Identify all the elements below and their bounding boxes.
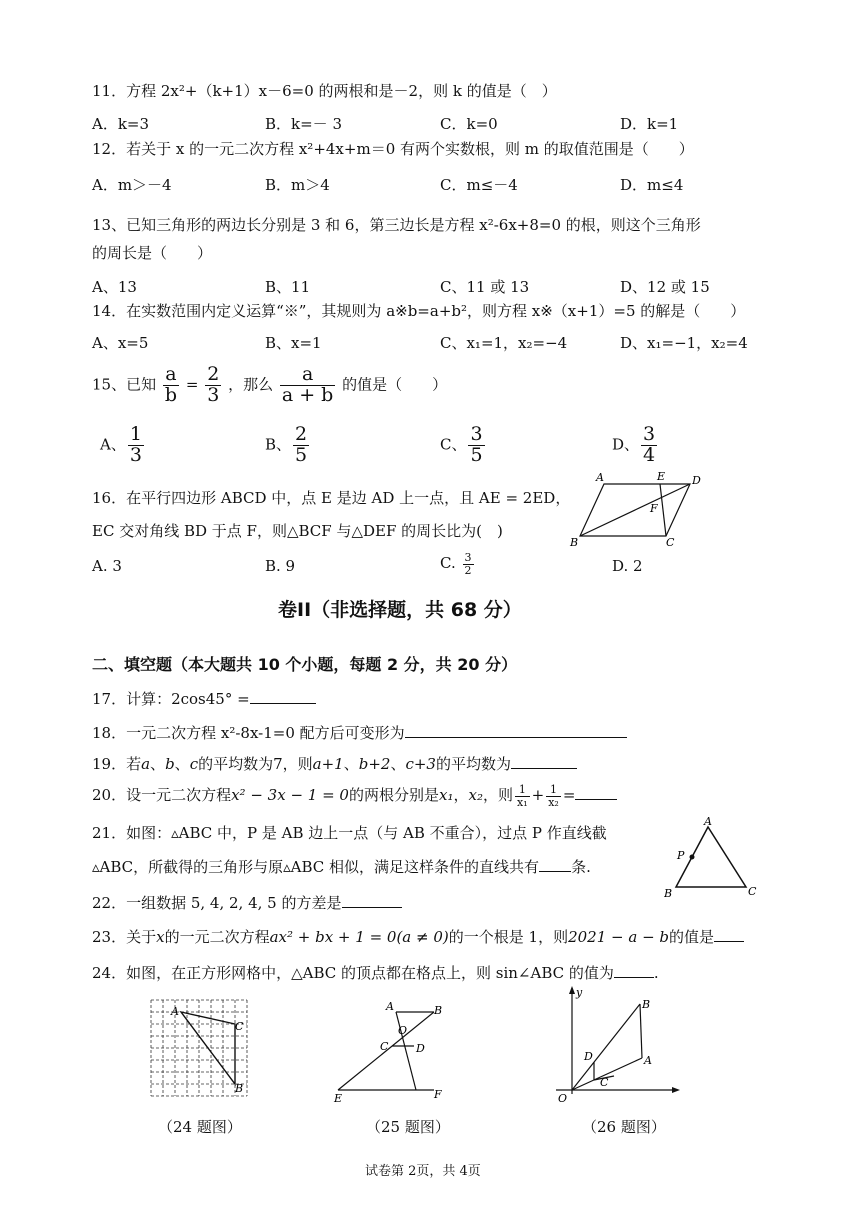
q16-label-f: F [650, 502, 658, 515]
q22-answer-blank[interactable] [342, 893, 402, 908]
q15-fraction-a-over-b [163, 365, 179, 406]
q15-frac3-num: a [280, 365, 336, 386]
q19-sep1: 、 [150, 755, 166, 773]
fig26-label-y: y [576, 986, 583, 999]
q16-stem-line1: 16．在平行四边形 ABCD 中，点 E 是边 AD 上一点，且 AE = 2ED， [92, 489, 571, 507]
q24 [92, 962, 659, 983]
q20-mid: 的两根分别是 [348, 786, 439, 805]
q22 [92, 892, 402, 913]
fig26-caption: （26 题图） [582, 1118, 666, 1136]
q15-frac1-num: a [163, 365, 179, 386]
q21-line2-text: ▵ABC，所截得的三角形与原▵ABC 相似，满足这样条件的直线共有 [92, 858, 540, 876]
q21-line2 [92, 856, 591, 877]
q15-frac2-num: 2 [207, 363, 220, 385]
q16-label-c: C [666, 536, 675, 549]
q16-label-b: B [570, 536, 579, 549]
q13-option-b: B、11 [265, 278, 311, 296]
q19-var-b: b [165, 755, 175, 773]
q21-triangle-figure [664, 815, 764, 899]
q15-option-c [440, 425, 487, 466]
q15-frac2-den: 3 [207, 383, 220, 406]
q18 [92, 722, 627, 743]
q16-label-d: D [692, 474, 701, 487]
q15-b-label: B、 [265, 435, 292, 454]
q21-label-p: P [677, 849, 685, 862]
q16-stem-line2: EC 交对角线 BD 于点 F，则△BCF 与△DEF 的周长比为( ) [92, 522, 503, 540]
q15-c-label: C、 [440, 435, 467, 454]
q18-answer-blank[interactable] [405, 723, 627, 738]
q16-option-d: D. 2 [612, 557, 643, 575]
q19-sep3: 、 [343, 755, 359, 773]
q12-option-b: B．m＞4 [265, 176, 330, 194]
q24-text: 24．如图，在正方形网格中，△ABC 的顶点都在格点上，则 sin∠ABC 的值为 [92, 964, 614, 982]
q24-answer-blank[interactable] [614, 963, 654, 978]
q15-option-b [265, 425, 311, 466]
q15-b-fraction [293, 425, 309, 466]
fig25-label-f: F [434, 1088, 442, 1101]
q14-option-b: B、x=1 [265, 334, 322, 352]
fig24-caption: （24 题图） [158, 1118, 242, 1136]
q19-sep2: 、 [174, 755, 190, 773]
q15-option-a [100, 425, 146, 466]
q19 [92, 753, 577, 774]
fig26-label-c: C [600, 1076, 609, 1089]
q16-option-b: B. 9 [265, 557, 296, 575]
q20-frac2-den: x₂ [548, 795, 559, 809]
q15-d-label: D、 [612, 435, 640, 454]
fig26-label-o: O [558, 1092, 568, 1105]
fig25-label-d: D [416, 1042, 425, 1055]
q17-text: 17．计算：2cos45° = [92, 690, 250, 708]
q16-parallelogram-figure [562, 468, 712, 550]
q19-answer-blank[interactable] [511, 754, 577, 769]
q15-mid: ，那么 [228, 375, 274, 394]
q15-d-fraction [641, 425, 657, 466]
q13-option-a: A、13 [92, 278, 137, 296]
q11-option-d: D．k=1 [620, 115, 679, 133]
q15-a-fraction [128, 425, 144, 466]
q23-var-x: x [156, 928, 165, 946]
q16-c-fraction [463, 552, 474, 576]
q14-option-a: A、x=5 [92, 334, 149, 352]
q20-answer-blank[interactable] [575, 785, 617, 800]
q20 [92, 784, 617, 808]
q15-d-den: 4 [643, 443, 656, 466]
q20-frac2 [546, 784, 561, 808]
q12-option-d: D．m≤4 [620, 176, 684, 194]
fig25-label-a: A [386, 1000, 394, 1013]
q23-tail: 的值是 [669, 928, 715, 946]
q24-period: . [653, 964, 659, 982]
q13-stem-line2: 的周长是（ ） [92, 244, 213, 262]
fig25-figure [330, 998, 460, 1108]
q16-label-e: E [657, 470, 666, 483]
q21-line1: 21．如图：▵ABC 中，P 是 AB 边上一点（与 AB 不重合），过点 P 作直线截 [92, 824, 607, 842]
q19-sep4: 、 [390, 755, 406, 773]
q20-x1: x₁ [439, 786, 454, 805]
q18-text: 18．一元二次方程 x²-8x-1=0 配方后可变形为 [92, 724, 405, 742]
q23-pre: 23．关于 [92, 928, 157, 946]
q11-option-c: C．k=0 [440, 115, 498, 133]
q23-answer-blank[interactable] [714, 927, 744, 942]
q15-b-num: 2 [295, 423, 308, 445]
fig25-label-c: C [380, 1040, 389, 1053]
q19-pre: 19．若 [92, 755, 142, 773]
q20-frac2-num: 1 [546, 784, 561, 797]
q19-var-a: a [141, 755, 151, 773]
q15-fraction-2-over-3 [205, 365, 221, 406]
q20-comma: ， [453, 786, 469, 805]
q15-stem [92, 365, 447, 406]
q23-mid: 的一元二次方程 [164, 928, 270, 946]
q15-a-num: 1 [129, 423, 142, 445]
q16-label-a: A [596, 471, 604, 484]
q15-d-num: 3 [643, 423, 656, 445]
q20-equals: = [562, 786, 576, 805]
fig25-label-b: B [434, 1004, 443, 1017]
fig24-label-b: B [235, 1082, 244, 1095]
q17-answer-blank[interactable] [250, 689, 316, 704]
q23-expr: 2021 − a − b [568, 928, 670, 946]
q23 [92, 926, 744, 947]
q16-c-den: 2 [464, 563, 472, 577]
fig24-label-c: C [235, 1020, 244, 1033]
q19-post: 的平均数为 [435, 755, 511, 773]
q12-option-a: A．m＞－4 [92, 176, 172, 194]
q15-a-label: A、 [100, 435, 126, 454]
q13-option-d: D、12 或 15 [620, 278, 710, 296]
q14-option-d: D、x₁=−1，x₂=4 [620, 334, 748, 352]
q19-expr1: a+1 [312, 755, 344, 773]
fig25-caption: （25 题图） [366, 1118, 450, 1136]
section-title: 卷II（非选择题，共 68 分） [278, 599, 522, 621]
q12-stem: 12．若关于 x 的一元二次方程 x²+4x+m＝0 有两个实数根，则 m 的取值范围是（ ） [92, 140, 694, 158]
q14-option-c: C、x₁=1，x₂=−4 [440, 334, 568, 352]
q15-c-den: 5 [470, 443, 483, 466]
q20-frac1 [515, 784, 530, 808]
q15-c-num: 3 [470, 423, 483, 445]
q16-option-a: A. 3 [92, 557, 122, 575]
q21-label-c: C [748, 885, 757, 898]
fig26-label-d: D [584, 1050, 593, 1063]
q22-text: 22．一组数据 5, 4, 2, 4, 5 的方差是 [92, 894, 342, 912]
page-footer: 试卷第 2页，共 4页 [365, 1164, 481, 1179]
q20-plus: + [531, 786, 545, 805]
q15-fraction-target [280, 365, 336, 406]
fig24-label-a: A [171, 1005, 179, 1018]
q15-prefix: 15、已知 [92, 375, 157, 394]
q12-option-c: C．m≤－4 [440, 176, 518, 194]
q23-post: 的一个根是 1，则 [448, 928, 569, 946]
q15-frac3-den: a + b [281, 383, 334, 406]
q19-expr3: c+3 [405, 755, 436, 773]
q14-stem: 14．在实数范围内定义运算“※”，其规则为 a※b=a+b²，则方程 x※（x+1）=5 的解是（ ） [92, 302, 746, 320]
part-title: 二、填空题（本大题共 10 个小题，每题 2 分，共 20 分） [92, 655, 518, 674]
q15-frac1-den: b [164, 383, 178, 406]
q15-suffix: 的值是（ ） [342, 375, 448, 394]
q20-x2: x₂ [468, 786, 483, 805]
q11-option-b: B．k=－ 3 [265, 115, 342, 133]
q19-expr2: b+2 [358, 755, 391, 773]
q21-label-a: A [704, 815, 712, 828]
q20-pre: 20．设一元二次方程 [92, 786, 232, 805]
q15-c-fraction [468, 425, 484, 466]
q13-stem-line1: 13、已知三角形的两边长分别是 3 和 6，第三边长是方程 x²-6x+8=0 的根，则这个三角形 [92, 216, 701, 234]
q16-c-label: C. [440, 554, 456, 573]
q23-equation: ax² + bx + 1 = 0(a ≠ 0) [269, 928, 449, 946]
fig26-label-b: B [642, 998, 651, 1011]
fig25-label-e: E [334, 1092, 343, 1105]
q17 [92, 688, 316, 709]
fig24-grid-figure [147, 996, 257, 1102]
q15-option-d [612, 425, 659, 466]
q20-frac1-num: 1 [515, 784, 530, 797]
q16-c-num: 3 [464, 551, 472, 564]
q21-answer-blank[interactable] [539, 857, 571, 872]
fig26-coordinate-figure [552, 984, 684, 1108]
q21-label-b: B [664, 887, 673, 899]
fig25-label-o: O [398, 1024, 408, 1037]
q20-then: ，则 [482, 786, 513, 805]
q20-frac1-den: x₁ [517, 795, 528, 809]
q15-equals: = [185, 375, 199, 394]
q15-b-den: 5 [295, 443, 308, 466]
q20-equation: x² − 3x − 1 = 0 [231, 786, 349, 805]
q19-mid: 的平均数为7，则 [198, 755, 313, 773]
q11-option-a: A．k=3 [92, 115, 150, 133]
q21-line2-tail: 条. [571, 858, 591, 876]
q19-var-c: c [189, 755, 199, 773]
q15-a-den: 3 [129, 443, 142, 466]
q11-stem: 11．方程 2x²+（k+1）x－6=0 的两根和是－2，则 k 的值是（ ） [92, 82, 557, 100]
q13-option-c: C、11 或 13 [440, 278, 530, 296]
q16-option-c [440, 552, 476, 576]
fig26-label-a: A [644, 1054, 652, 1067]
